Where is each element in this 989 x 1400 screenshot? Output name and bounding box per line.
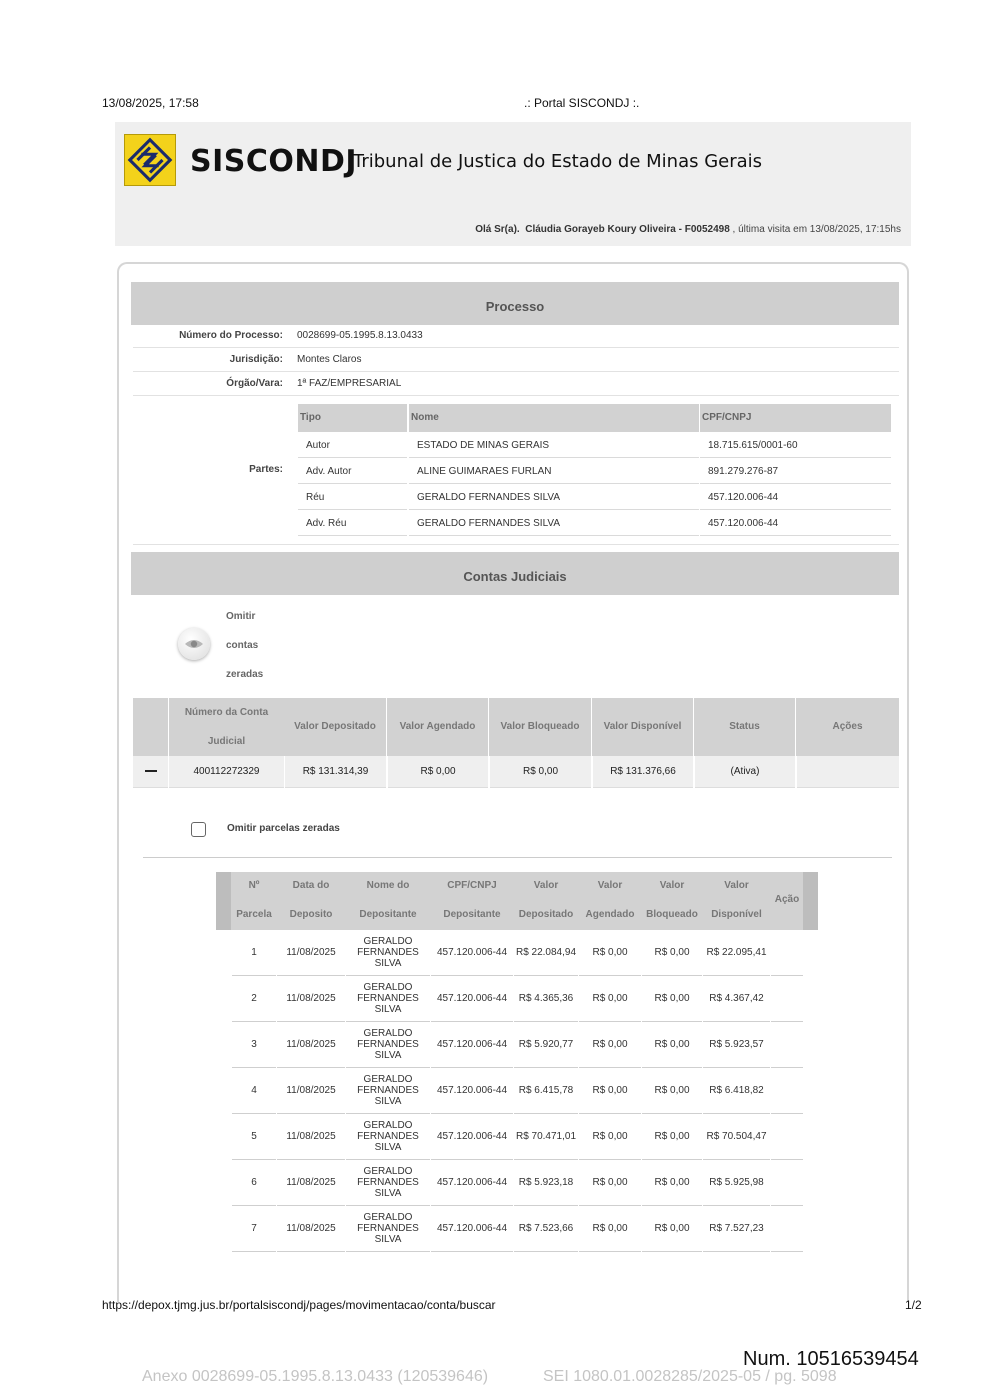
account-disponivel: R$ 131.376,66 xyxy=(593,756,693,788)
parcels-header-label: CPF/CNPJ xyxy=(447,880,497,891)
header-text: Status xyxy=(729,721,760,732)
parcel-cell-cpf xyxy=(431,1160,513,1206)
parcel-bloqueado: R$ 0,00 xyxy=(654,947,690,958)
parcel-cell-bloqueado xyxy=(642,1114,702,1160)
info-value: 0028699-05.1995.8.13.0433 xyxy=(297,330,423,341)
parcel-bloqueado: R$ 0,00 xyxy=(654,1085,690,1096)
processo-section-title: Processo xyxy=(131,282,899,325)
table-row xyxy=(216,1206,818,1252)
parcel-cell-disponivel xyxy=(703,1206,770,1252)
omit-zero-parcels-checkbox[interactable] xyxy=(191,822,206,837)
parcels-header-label: Depositante xyxy=(359,909,417,920)
table-row xyxy=(216,930,818,976)
document-number: Num. 10516539454 xyxy=(743,1348,919,1370)
parcels-header-label: Ação xyxy=(774,894,800,905)
parcel-n: 2 xyxy=(251,993,257,1004)
parcel-n: 4 xyxy=(251,1085,257,1096)
section-divider xyxy=(143,857,892,858)
parcel-cell-data xyxy=(277,1206,345,1252)
parcel-agendado: R$ 0,00 xyxy=(592,1223,628,1234)
parcel-nome: GERALDO FERNANDES SILVA xyxy=(357,1120,419,1153)
parcels-header-label: Valor xyxy=(533,880,559,891)
partes-tipo: Adv. Autor xyxy=(298,459,407,484)
parcel-depositado: R$ 70.471,01 xyxy=(515,1131,577,1142)
parcel-cell-bloqueado xyxy=(642,930,702,976)
parcel-n: 6 xyxy=(251,1177,257,1188)
partes-doc: 891.279.276-87 xyxy=(700,459,891,484)
parcel-cell-agendado xyxy=(579,1114,641,1160)
info-row-numero xyxy=(133,324,899,348)
parcel-nome: GERALDO FERNANDES SILVA xyxy=(357,1028,419,1061)
parcel-cell-bloqueado xyxy=(642,1022,702,1068)
parcel-action-cell[interactable] xyxy=(771,1114,803,1160)
header-text: Valor Depositado xyxy=(294,721,376,732)
parcel-nome: GERALDO FERNANDES SILVA xyxy=(357,1212,419,1245)
parcel-cell-depositado xyxy=(514,1068,578,1114)
parcel-cpf: 457.120.006-44 xyxy=(436,993,508,1004)
header-text: Valor Agendado xyxy=(399,721,476,732)
parcel-cell-nome xyxy=(346,1206,430,1252)
account-agendado: R$ 0,00 xyxy=(388,756,488,788)
parcel-bloqueado: R$ 0,00 xyxy=(654,1131,690,1142)
footer-url: https://depox.tjmg.jus.br/portalsiscondj/pages/movimentacao/conta/buscar xyxy=(102,1298,496,1312)
parcel-n: 1 xyxy=(251,947,257,958)
accounts-header-expand xyxy=(133,698,168,756)
parcel-cell-disponivel xyxy=(703,930,770,976)
parcel-cell-agendado xyxy=(579,1160,641,1206)
accounts-header-acoes xyxy=(796,698,899,756)
minus-icon xyxy=(145,770,157,772)
parcel-cell-disponivel xyxy=(703,1114,770,1160)
parcel-agendado: R$ 0,00 xyxy=(592,1177,628,1188)
info-value: 1ª FAZ/EMPRESARIAL xyxy=(297,378,402,389)
omit-zero-accounts-toggle[interactable] xyxy=(178,628,210,660)
parcel-cpf: 457.120.006-44 xyxy=(436,1131,508,1142)
parcel-data: 11/08/2025 xyxy=(286,1039,336,1050)
parcel-cell-n xyxy=(232,1068,276,1114)
parcel-cell-nome xyxy=(346,976,430,1022)
parcel-cpf: 457.120.006-44 xyxy=(436,1223,508,1234)
partes-doc: 457.120.006-44 xyxy=(700,511,891,536)
print-page-title: .: Portal SISCONDJ :. xyxy=(524,96,640,110)
partes-label: Partes: xyxy=(249,464,283,475)
parcel-cell-disponivel xyxy=(703,1022,770,1068)
parcel-cell-disponivel xyxy=(703,976,770,1022)
parcel-cell-cpf xyxy=(431,1206,513,1252)
parcel-cell-nome xyxy=(346,1160,430,1206)
info-row-jurisdicao xyxy=(133,348,899,372)
header-text: Ações xyxy=(832,721,863,732)
parcel-cell-nome xyxy=(346,1114,430,1160)
header-text: Valor Bloqueado xyxy=(500,721,580,732)
greeting-prefix: Olá Sr(a). xyxy=(475,224,520,235)
partes-tipo: Autor xyxy=(298,433,407,458)
parcel-cell-agendado xyxy=(579,1206,641,1252)
parcel-cell-disponivel xyxy=(703,1160,770,1206)
parcels-header-label: Depositante xyxy=(443,909,501,920)
parcel-disponivel: R$ 4.367,42 xyxy=(709,993,764,1004)
parcel-cell-agendado xyxy=(579,930,641,976)
parcel-disponivel: R$ 22.095,41 xyxy=(706,947,767,958)
partes-tipo: Réu xyxy=(298,485,407,510)
user-name: Cláudia Gorayeb Koury Oliveira - F0052498 xyxy=(525,224,730,235)
parcel-action-cell[interactable] xyxy=(771,1068,803,1114)
parcel-cell-depositado xyxy=(514,930,578,976)
parcel-agendado: R$ 0,00 xyxy=(592,947,628,958)
info-label: Órgão/Vara: xyxy=(226,378,283,389)
partes-nome: GERALDO FERNANDES SILVA xyxy=(409,511,699,536)
parcel-cell-n xyxy=(232,1206,276,1252)
parcel-cell-depositado xyxy=(514,1160,578,1206)
parcel-disponivel: R$ 70.504,47 xyxy=(706,1131,767,1142)
parcel-data: 11/08/2025 xyxy=(286,1131,336,1142)
parcel-action-cell[interactable] xyxy=(771,1022,803,1068)
parcel-cell-n xyxy=(232,930,276,976)
parcel-n: 3 xyxy=(251,1039,257,1050)
account-bloqueado: R$ 0,00 xyxy=(490,756,591,788)
parcel-depositado: R$ 5.920,77 xyxy=(518,1039,574,1050)
parcel-n: 7 xyxy=(251,1223,257,1234)
parcels-header-label: Data do xyxy=(292,880,330,891)
contas-section-title: Contas Judiciais xyxy=(131,552,899,595)
parcel-agendado: R$ 0,00 xyxy=(592,1131,628,1142)
accounts-header-depositado xyxy=(284,698,386,756)
parcel-cell-n xyxy=(232,976,276,1022)
parcel-agendado: R$ 0,00 xyxy=(592,1039,628,1050)
parcel-disponivel: R$ 7.527,23 xyxy=(709,1223,764,1234)
accounts-header-disponivel xyxy=(592,698,693,756)
parcel-cell-n xyxy=(232,1022,276,1068)
omit-zero-parcels-label: Omitir parcelas zeradas xyxy=(227,823,340,834)
parcel-cell-data xyxy=(277,1068,345,1114)
print-datetime: 13/08/2025, 17:58 xyxy=(102,96,199,110)
parcel-cell-n xyxy=(232,1160,276,1206)
info-row-orgao xyxy=(133,372,899,396)
parcel-agendado: R$ 0,00 xyxy=(592,993,628,1004)
parcel-cell-depositado xyxy=(514,1206,578,1252)
accounts-header-numero-l1: Número da Conta xyxy=(184,707,269,718)
user-greeting xyxy=(475,224,901,235)
parcel-cell-depositado xyxy=(514,1022,578,1068)
court-name: Tribunal de Justica do Estado de Minas Gerais xyxy=(353,151,763,172)
parcel-nome: GERALDO FERNANDES SILVA xyxy=(357,936,419,969)
parcel-nome: GERALDO FERNANDES SILVA xyxy=(357,982,419,1015)
print-header xyxy=(102,96,922,112)
parcel-nome: GERALDO FERNANDES SILVA xyxy=(357,1166,419,1199)
table-row xyxy=(216,1068,818,1114)
accounts-header-agendado xyxy=(387,698,488,756)
parcel-depositado: R$ 22.084,94 xyxy=(515,947,577,958)
header-text: Valor Disponível xyxy=(603,721,682,732)
parcel-action-cell[interactable] xyxy=(771,976,803,1022)
parcel-cpf: 457.120.006-44 xyxy=(436,1177,508,1188)
parcel-disponivel: R$ 5.923,57 xyxy=(709,1039,764,1050)
partes-doc: 457.120.006-44 xyxy=(700,485,891,510)
partes-nome: ALINE GUIMARAES FURLAN xyxy=(409,459,699,484)
parcel-cell-bloqueado xyxy=(642,1160,702,1206)
parcels-header-label: Agendado xyxy=(585,909,635,920)
parcels-header-edge-right xyxy=(803,872,818,930)
parcel-cell-cpf xyxy=(431,1114,513,1160)
partes-nome: GERALDO FERNANDES SILVA xyxy=(409,485,699,510)
table-row xyxy=(216,1114,818,1160)
parcel-cell-data xyxy=(277,1160,345,1206)
parcel-cpf: 457.120.006-44 xyxy=(436,1039,508,1050)
parcel-cell-data xyxy=(277,976,345,1022)
info-label: Jurisdição: xyxy=(229,354,283,365)
parcel-disponivel: R$ 6.418,82 xyxy=(709,1085,764,1096)
parcel-cell-data xyxy=(277,1114,345,1160)
parcel-cell-cpf xyxy=(431,1068,513,1114)
parcel-data: 11/08/2025 xyxy=(286,1223,336,1234)
brand-name: SISCONDJ xyxy=(190,144,358,179)
parcel-cell-nome xyxy=(346,1022,430,1068)
parcel-action-cell[interactable] xyxy=(771,1206,803,1252)
parcel-n: 5 xyxy=(251,1131,257,1142)
parcel-cell-n xyxy=(232,1114,276,1160)
last-visit: , última visita em 13/08/2025, 17:15hs xyxy=(729,224,901,235)
parcel-cell-disponivel xyxy=(703,1068,770,1114)
site-banner xyxy=(115,122,911,246)
partes-header-tipo: Tipo xyxy=(298,404,407,432)
parcel-action-cell[interactable] xyxy=(771,930,803,976)
parcel-cell-agendado xyxy=(579,1022,641,1068)
parcels-header-label: Disponível xyxy=(711,909,762,920)
partes-header-doc: CPF/CNPJ xyxy=(700,404,891,432)
parcel-cell-nome xyxy=(346,930,430,976)
parcel-cell-bloqueado xyxy=(642,1068,702,1114)
parcel-data: 11/08/2025 xyxy=(286,993,336,1004)
parcels-header-label: Valor xyxy=(659,880,685,891)
parcel-bloqueado: R$ 0,00 xyxy=(654,993,690,1004)
parcel-cell-cpf xyxy=(431,930,513,976)
parcel-cell-depositado xyxy=(514,976,578,1022)
footer-page-number: 1/2 xyxy=(905,1298,922,1312)
collapse-account-button[interactable] xyxy=(133,756,168,788)
parcels-header-label: Nome do xyxy=(366,880,410,891)
account-actions[interactable] xyxy=(797,756,899,788)
omit-accounts-text-1: Omitir xyxy=(226,611,256,622)
partes-header-nome: Nome xyxy=(409,404,699,432)
parcel-depositado: R$ 6.415,78 xyxy=(518,1085,574,1096)
parcels-header-label: Nº xyxy=(248,880,260,891)
parcel-bloqueado: R$ 0,00 xyxy=(654,1177,690,1188)
parcel-cell-nome xyxy=(346,1068,430,1114)
parcel-bloqueado: R$ 0,00 xyxy=(654,1223,690,1234)
table-row xyxy=(216,1022,818,1068)
bank-logo-icon xyxy=(124,134,176,186)
parcel-cpf: 457.120.006-44 xyxy=(436,1085,508,1096)
partes-tipo: Adv. Réu xyxy=(298,511,407,536)
parcel-cell-data xyxy=(277,1022,345,1068)
eye-icon xyxy=(178,628,210,660)
parcel-cell-bloqueado xyxy=(642,1206,702,1252)
parcel-depositado: R$ 5.923,18 xyxy=(518,1177,574,1188)
omit-accounts-text-2: contas xyxy=(226,640,259,651)
parcel-action-cell[interactable] xyxy=(771,1160,803,1206)
parcels-header-label: Deposito xyxy=(289,909,333,920)
accounts-header-numero xyxy=(169,698,284,756)
accounts-header-numero-l2: Judicial xyxy=(207,736,246,747)
sei-watermark: SEI 1080.01.0028285/2025-05 / pg. 5098 xyxy=(543,1368,837,1385)
parcel-data: 11/08/2025 xyxy=(286,1177,336,1188)
account-numero: 400112272329 xyxy=(169,756,284,788)
parcels-header-label: Valor xyxy=(724,880,749,891)
parcel-cell-cpf xyxy=(431,1022,513,1068)
parcel-cell-agendado xyxy=(579,1068,641,1114)
table-row xyxy=(216,1160,818,1206)
account-status: (Ativa) xyxy=(695,756,795,788)
parcel-cell-agendado xyxy=(579,976,641,1022)
parcels-header-edge-left xyxy=(216,872,231,930)
parcel-cell-depositado xyxy=(514,1114,578,1160)
partes-nome: ESTADO DE MINAS GERAIS xyxy=(409,433,699,458)
parcel-cell-cpf xyxy=(431,976,513,1022)
parcel-depositado: R$ 4.365,36 xyxy=(518,993,574,1004)
parcel-data: 11/08/2025 xyxy=(286,1085,336,1096)
partes-divider xyxy=(133,544,899,545)
parcel-cell-bloqueado xyxy=(642,976,702,1022)
info-label: Número do Processo: xyxy=(179,330,283,341)
accounts-header-status xyxy=(694,698,795,756)
table-row xyxy=(216,976,818,1022)
parcel-cpf: 457.120.006-44 xyxy=(436,947,508,958)
partes-doc: 18.715.615/0001-60 xyxy=(700,433,891,458)
parcel-nome: GERALDO FERNANDES SILVA xyxy=(357,1074,419,1107)
parcels-header-label: Parcela xyxy=(236,909,272,920)
parcel-data: 11/08/2025 xyxy=(286,947,336,958)
parcel-disponivel: R$ 5.925,98 xyxy=(709,1177,764,1188)
parcel-depositado: R$ 7.523,66 xyxy=(518,1223,574,1234)
parcels-header-label: Valor xyxy=(597,880,623,891)
parcel-agendado: R$ 0,00 xyxy=(592,1085,628,1096)
parcels-header-label: Depositado xyxy=(518,909,574,920)
parcel-cell-data xyxy=(277,930,345,976)
info-value: Montes Claros xyxy=(297,354,362,365)
accounts-header-bloqueado xyxy=(489,698,591,756)
parcels-header-label: Bloqueado xyxy=(646,909,698,920)
account-depositado: R$ 131.314,39 xyxy=(285,756,386,788)
anexo-watermark: Anexo 0028699-05.1995.8.13.0433 (120539646) xyxy=(142,1368,489,1385)
parcel-bloqueado: R$ 0,00 xyxy=(654,1039,690,1050)
omit-accounts-text-3: zeradas xyxy=(226,669,264,680)
